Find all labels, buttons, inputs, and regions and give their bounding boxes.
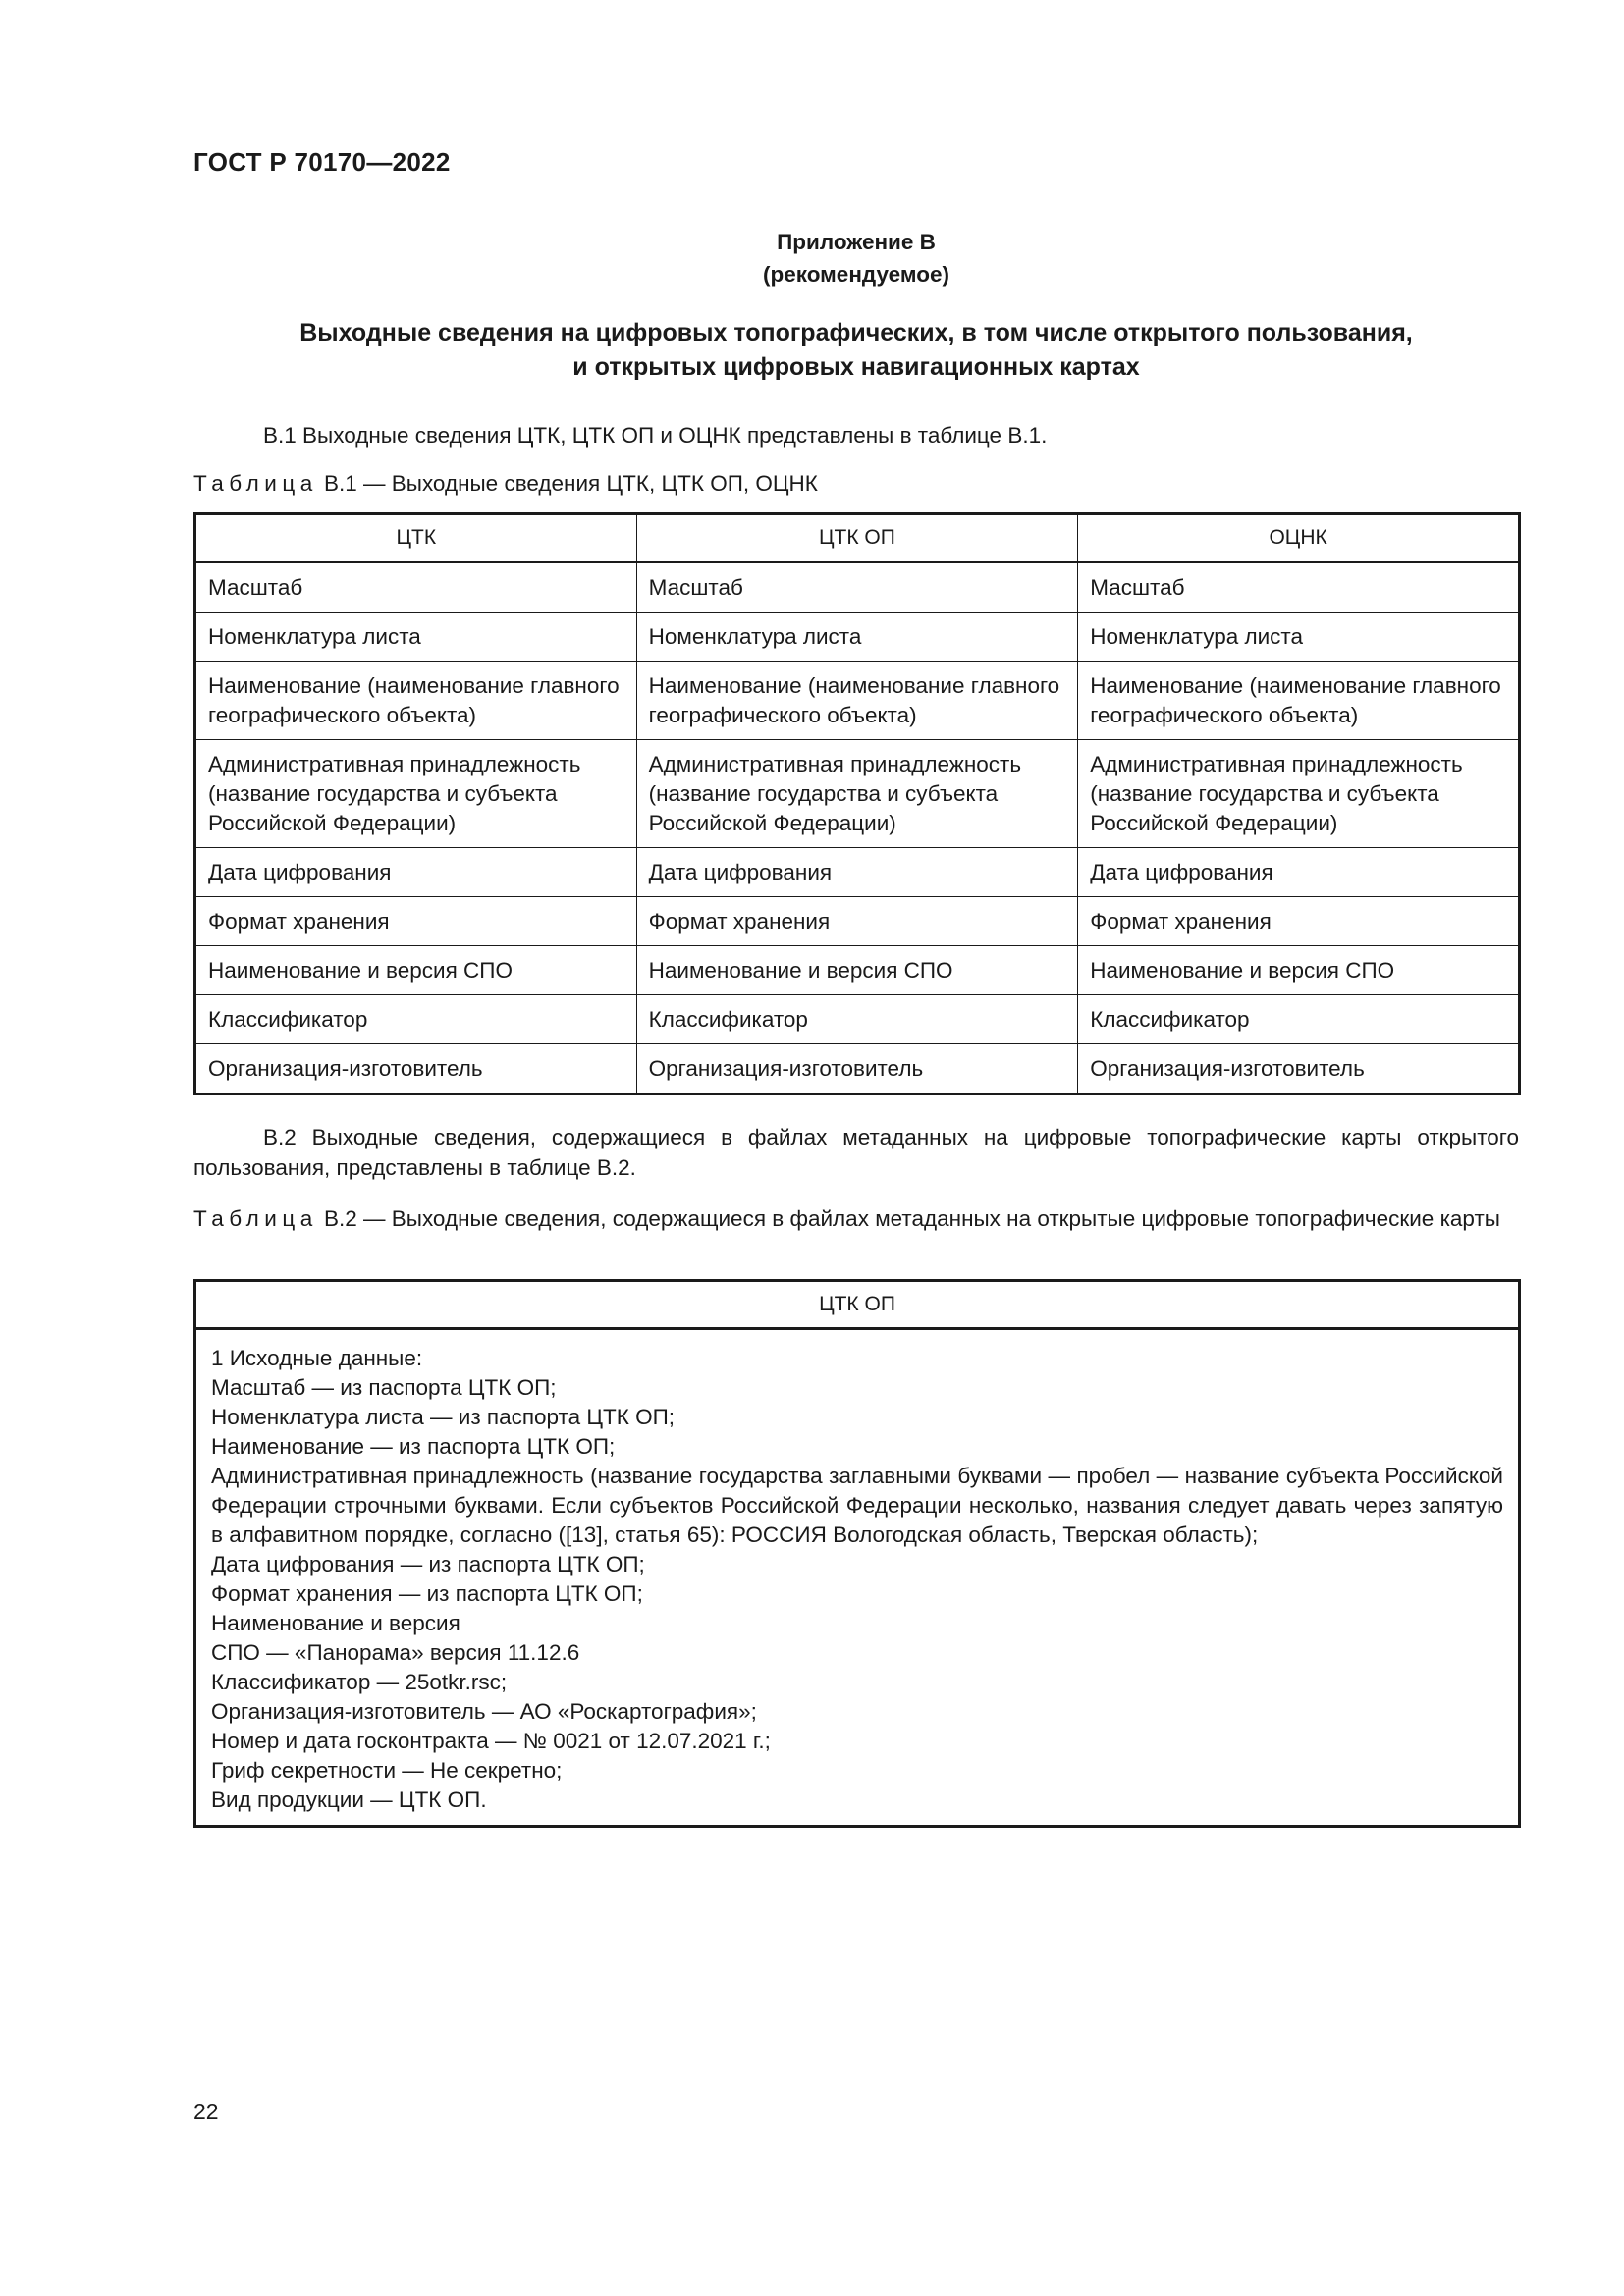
table-cell: Организация-изготовитель	[1078, 1044, 1520, 1095]
table-cell: Классификатор	[1078, 995, 1520, 1044]
table-b1-caption	[193, 468, 1519, 499]
metadata-line: Дата цифрования — из паспорта ЦТК ОП;	[211, 1552, 645, 1576]
paragraph-b2: В.2 Выходные сведения, содержащиеся в файлах метаданных на цифровые топографические карты открытого пользования, представлены в таблице В.2.	[193, 1125, 1519, 1180]
table-cell: Административная принадлежность (название государства и субъекта Российской Федерации)	[636, 740, 1078, 848]
table-cell: Наименование и версия СПО	[195, 946, 637, 995]
metadata-line: Наименование и версия	[211, 1611, 460, 1635]
appendix-subtitle: (рекомендуемое)	[763, 262, 949, 287]
table-cell: Дата цифрования	[636, 848, 1078, 897]
table-cell: Наименование и версия СПО	[636, 946, 1078, 995]
table-cell: Номенклатура листа	[636, 613, 1078, 662]
table-header-row	[195, 1281, 1520, 1329]
table-b1-caption-prefix: Таблица	[193, 471, 318, 496]
metadata-line: СПО — «Панорама» версия 11.12.6	[211, 1640, 580, 1665]
metadata-line: Классификатор — 25otkr.rsc;	[211, 1670, 508, 1694]
metadata-line: Формат хранения — из паспорта ЦТК ОП;	[211, 1581, 643, 1606]
metadata-line: Номер и дата госконтракта — № 0021 от 12.07.2021 г.;	[211, 1729, 771, 1753]
section-title-line-2: и открытых цифровых навигационных картах	[572, 353, 1140, 381]
metadata-cell	[195, 1329, 1520, 1827]
table-row	[195, 662, 1520, 740]
section-title-line-1: Выходные сведения на цифровых топографических, в том числе открытого пользования,	[299, 319, 1413, 347]
table-b1-caption-text: В.1 — Выходные сведения ЦТК, ЦТК ОП, ОЦНК	[317, 471, 818, 496]
table-cell: Масштаб	[1078, 562, 1520, 613]
table-row	[195, 946, 1520, 995]
table-cell: Организация-изготовитель	[636, 1044, 1078, 1095]
table-row	[195, 562, 1520, 613]
page-number: 22	[193, 2099, 219, 2124]
table-b1	[193, 512, 1521, 1095]
appendix-title: Приложение В	[777, 230, 936, 254]
table-cell: Формат хранения	[1078, 897, 1520, 946]
table-cell: Организация-изготовитель	[195, 1044, 637, 1095]
metadata-line: Масштаб — из паспорта ЦТК ОП;	[211, 1375, 557, 1400]
table-cell: Номенклатура листа	[195, 613, 637, 662]
metadata-line: Гриф секретности — Не секретно;	[211, 1758, 563, 1783]
table-cell: Наименование (наименование главного географического объекта)	[636, 662, 1078, 740]
table-b2-caption	[193, 1203, 1519, 1234]
table-cell: Наименование (наименование главного географического объекта)	[195, 662, 637, 740]
table-cell: Административная принадлежность (название государства и субъекта Российской Федерации)	[1078, 740, 1520, 848]
table-header-row	[195, 514, 1520, 562]
column-header: ЦТК	[195, 514, 637, 562]
column-header: ЦТК ОП	[195, 1281, 1520, 1329]
metadata-line: Вид продукции — ЦТК ОП.	[211, 1788, 487, 1812]
appendix-heading	[193, 226, 1519, 291]
column-header: ЦТК ОП	[636, 514, 1078, 562]
table-row	[195, 848, 1520, 897]
metadata-line: Номенклатура листа — из паспорта ЦТК ОП;	[211, 1405, 676, 1429]
table-cell: Наименование и версия СПО	[1078, 946, 1520, 995]
table-cell: Наименование (наименование главного географического объекта)	[1078, 662, 1520, 740]
table-row	[195, 1329, 1520, 1827]
paragraph-b1: В.1 Выходные сведения ЦТК, ЦТК ОП и ОЦНК представлены в таблице В.1.	[263, 423, 1048, 448]
table-cell: Масштаб	[636, 562, 1078, 613]
table-row	[195, 995, 1520, 1044]
table-cell: Номенклатура листа	[1078, 613, 1520, 662]
table-cell: Масштаб	[195, 562, 637, 613]
table-row	[195, 613, 1520, 662]
table-row	[195, 740, 1520, 848]
metadata-line: Организация-изготовитель — АО «Роскартография»;	[211, 1699, 757, 1724]
table-cell: Дата цифрования	[1078, 848, 1520, 897]
table-cell: Формат хранения	[195, 897, 637, 946]
table-cell: Дата цифрования	[195, 848, 637, 897]
table-row	[195, 897, 1520, 946]
section-title	[193, 316, 1519, 385]
table-cell: Классификатор	[636, 995, 1078, 1044]
table-cell: Административная принадлежность (название государства и субъекта Российской Федерации)	[195, 740, 637, 848]
metadata-line: Наименование — из паспорта ЦТК ОП;	[211, 1434, 616, 1459]
table-b2-caption-text: В.2 — Выходные сведения, содержащиеся в файлах метаданных на открытые цифровые топографические карты	[317, 1206, 1500, 1231]
metadata-line: Административная принадлежность (название государства заглавными буквами — пробел — название субъекта Российской Федерации строчными буквами. Если субъектов Российской Федерации несколько, названия следует давать через запятую в алфавитном порядке, согласно ([13], статья 65): РОССИЯ Вологодская область, Тверская область);	[211, 1464, 1503, 1547]
document-header: ГОСТ Р 70170—2022	[193, 147, 451, 177]
table-cell: Формат хранения	[636, 897, 1078, 946]
table-row	[195, 1044, 1520, 1095]
table-b2	[193, 1279, 1521, 1828]
table-b2-caption-prefix: Таблица	[193, 1206, 318, 1231]
metadata-line: 1 Исходные данные:	[211, 1346, 423, 1370]
column-header: ОЦНК	[1078, 514, 1520, 562]
table-cell: Классификатор	[195, 995, 637, 1044]
